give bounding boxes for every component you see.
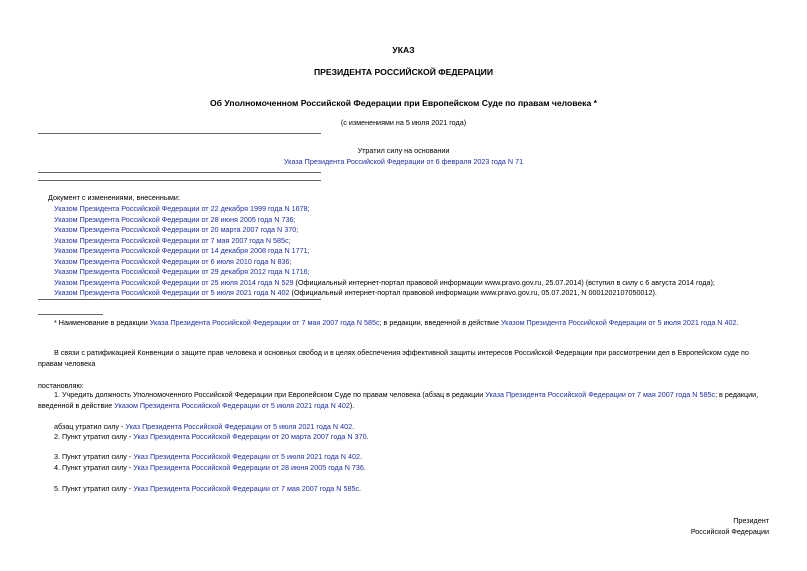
decree-heading: УКАЗ (392, 45, 415, 55)
footnote-link-402[interactable]: Указом Президента Российской Федерации от 5 июля 2021 года N 402 (500, 318, 737, 327)
abzac-text: абзац утратил силу - (54, 422, 126, 431)
footnote-link-585[interactable]: Указа Президента Российской Федерации от 7 мая 2007 года N 585с (149, 318, 380, 327)
abzac-dot: . (352, 422, 355, 431)
change-item-link[interactable]: Указом Президента Российской Федерации от 14 декабря 2008 года N 1771; (54, 246, 310, 255)
footnote-suffix: . (736, 318, 739, 327)
item-1-link-585[interactable]: Указа Президента Российской Федерации от 7 мая 2007 года N 585с (485, 390, 716, 399)
footnote-rule (38, 314, 103, 315)
separator-rule (38, 172, 321, 173)
changes-intro: Документ с изменениями, внесенными: (48, 193, 180, 202)
change-item (54, 278, 715, 287)
abzac-link[interactable]: Указ Президента Российской Федерации от 5 июля 2021 года N 402 (125, 422, 353, 431)
item-1-text: 1. Учредить должность Уполномоченного Российской Федерации при Европейском Суде по правам человека (абзац в редакции (54, 390, 486, 399)
item-4 (54, 463, 366, 472)
signature-country: Российской Федерации (690, 527, 769, 536)
edition-note: (с изменениями на 5 июля 2021 года) (340, 118, 467, 127)
footnote-prefix: * Наименование в редакции (54, 318, 150, 327)
change-item-note: (Официальный интернет-портал правовой информации www.pravo.gov.ru, 05.07.2021, N 0001202107050012). (289, 288, 657, 297)
item-4-link[interactable]: Указ Президента Российской Федерации от 28 июня 2005 года N 736 (133, 463, 364, 472)
change-item (54, 225, 298, 234)
separator-rule (38, 299, 321, 300)
signature-block (691, 515, 769, 537)
item-1-link-402[interactable]: Указом Президента Российской Федерации от 5 июля 2021 года N 402 (114, 400, 350, 410)
separator-rule (38, 180, 321, 181)
separator-rule (38, 133, 321, 134)
change-item-link[interactable]: Указом Президента Российской Федерации от 22 декабря 1999 года N 1678; (54, 204, 310, 213)
item-3 (54, 452, 362, 461)
footnote-middle: ; в редакции, введенной в действие (379, 318, 501, 327)
item-4-dot: . (363, 463, 366, 472)
decree-word: постановляю: (38, 381, 84, 390)
item-5 (54, 484, 361, 493)
change-item (54, 236, 291, 245)
signature-title: Президент (733, 516, 769, 525)
change-item (54, 288, 657, 297)
item-1-end: ). (349, 400, 355, 410)
item-5-text: 5. Пункт утратил силу - (54, 484, 134, 493)
change-item-link[interactable]: Указом Президента Российской Федерации от 29 декабря 2012 года N 1716; (54, 267, 310, 276)
item-2 (54, 432, 369, 441)
change-item (54, 246, 310, 255)
item-1-middle: ; в редакции, введенной в действие (38, 390, 759, 410)
preamble: В связи с ратификацией Конвенции о защите прав человека и основных свобод и в целях обеспечения эффективной защиты интересов Российской Федерации при рассмотрении дел в Европейском суде по правам человека (38, 348, 749, 368)
repeal-link[interactable]: Указа Президента Российской Федерации от 6 февраля 2023 года N 71 (283, 157, 524, 166)
item-3-text: 3. Пункт утратил силу - (54, 452, 134, 461)
document-title: Об Уполномоченном Российской Федерации при Европейском Суде по правам человека * (210, 98, 597, 108)
change-item-link[interactable]: Указом Президента Российской Федерации от 25 июля 2014 года N 529 (54, 277, 294, 287)
item-3-link[interactable]: Указ Президента Российской Федерации от 5 июля 2021 года N 402 (133, 452, 360, 461)
change-item (54, 267, 310, 276)
item-5-dot: . (359, 484, 362, 493)
item-3-dot: . (359, 452, 362, 461)
item-4-text: 4. Пункт утратил силу - (54, 463, 134, 472)
change-item-link[interactable]: Указом Президента Российской Федерации от 5 июля 2021 года N 402 (54, 288, 290, 297)
change-item (54, 204, 310, 213)
item-2-link[interactable]: Указ Президента Российской Федерации от 20 марта 2007 года N 370 (133, 432, 367, 441)
item-1 (38, 390, 769, 411)
item-5-link[interactable]: Указ Президента Российской Федерации от 7 мая 2007 года N 585с (133, 484, 360, 493)
change-item-link[interactable]: Указом Президента Российской Федерации от 28 июня 2005 года N 736; (54, 214, 296, 224)
change-item-link[interactable]: Указом Президента Российской Федерации от 20 марта 2007 года N 370; (54, 225, 299, 234)
item-2-dot: . (366, 432, 369, 441)
item-2-text: 2. Пункт утратил силу - (54, 432, 134, 441)
change-item-link[interactable]: Указом Президента Российской Федерации от 7 мая 2007 года N 585с; (54, 235, 291, 245)
footnote (54, 318, 739, 327)
issuer-heading: ПРЕЗИДЕНТА РОССИЙСКОЙ ФЕДЕРАЦИИ (313, 67, 494, 77)
change-item (54, 215, 295, 224)
repeal-text: Утратил силу на основании (357, 146, 450, 155)
abzac-repealed (54, 422, 354, 431)
change-item-link[interactable]: Указом Президента Российской Федерации от 6 июля 2010 года N 836; (54, 256, 292, 266)
change-item-note: (Официальный интернет-портал правовой информации www.pravo.gov.ru, 25.07.2014) (вступил в силу с 6 августа 2014 года); (293, 277, 715, 287)
change-item (54, 257, 292, 266)
